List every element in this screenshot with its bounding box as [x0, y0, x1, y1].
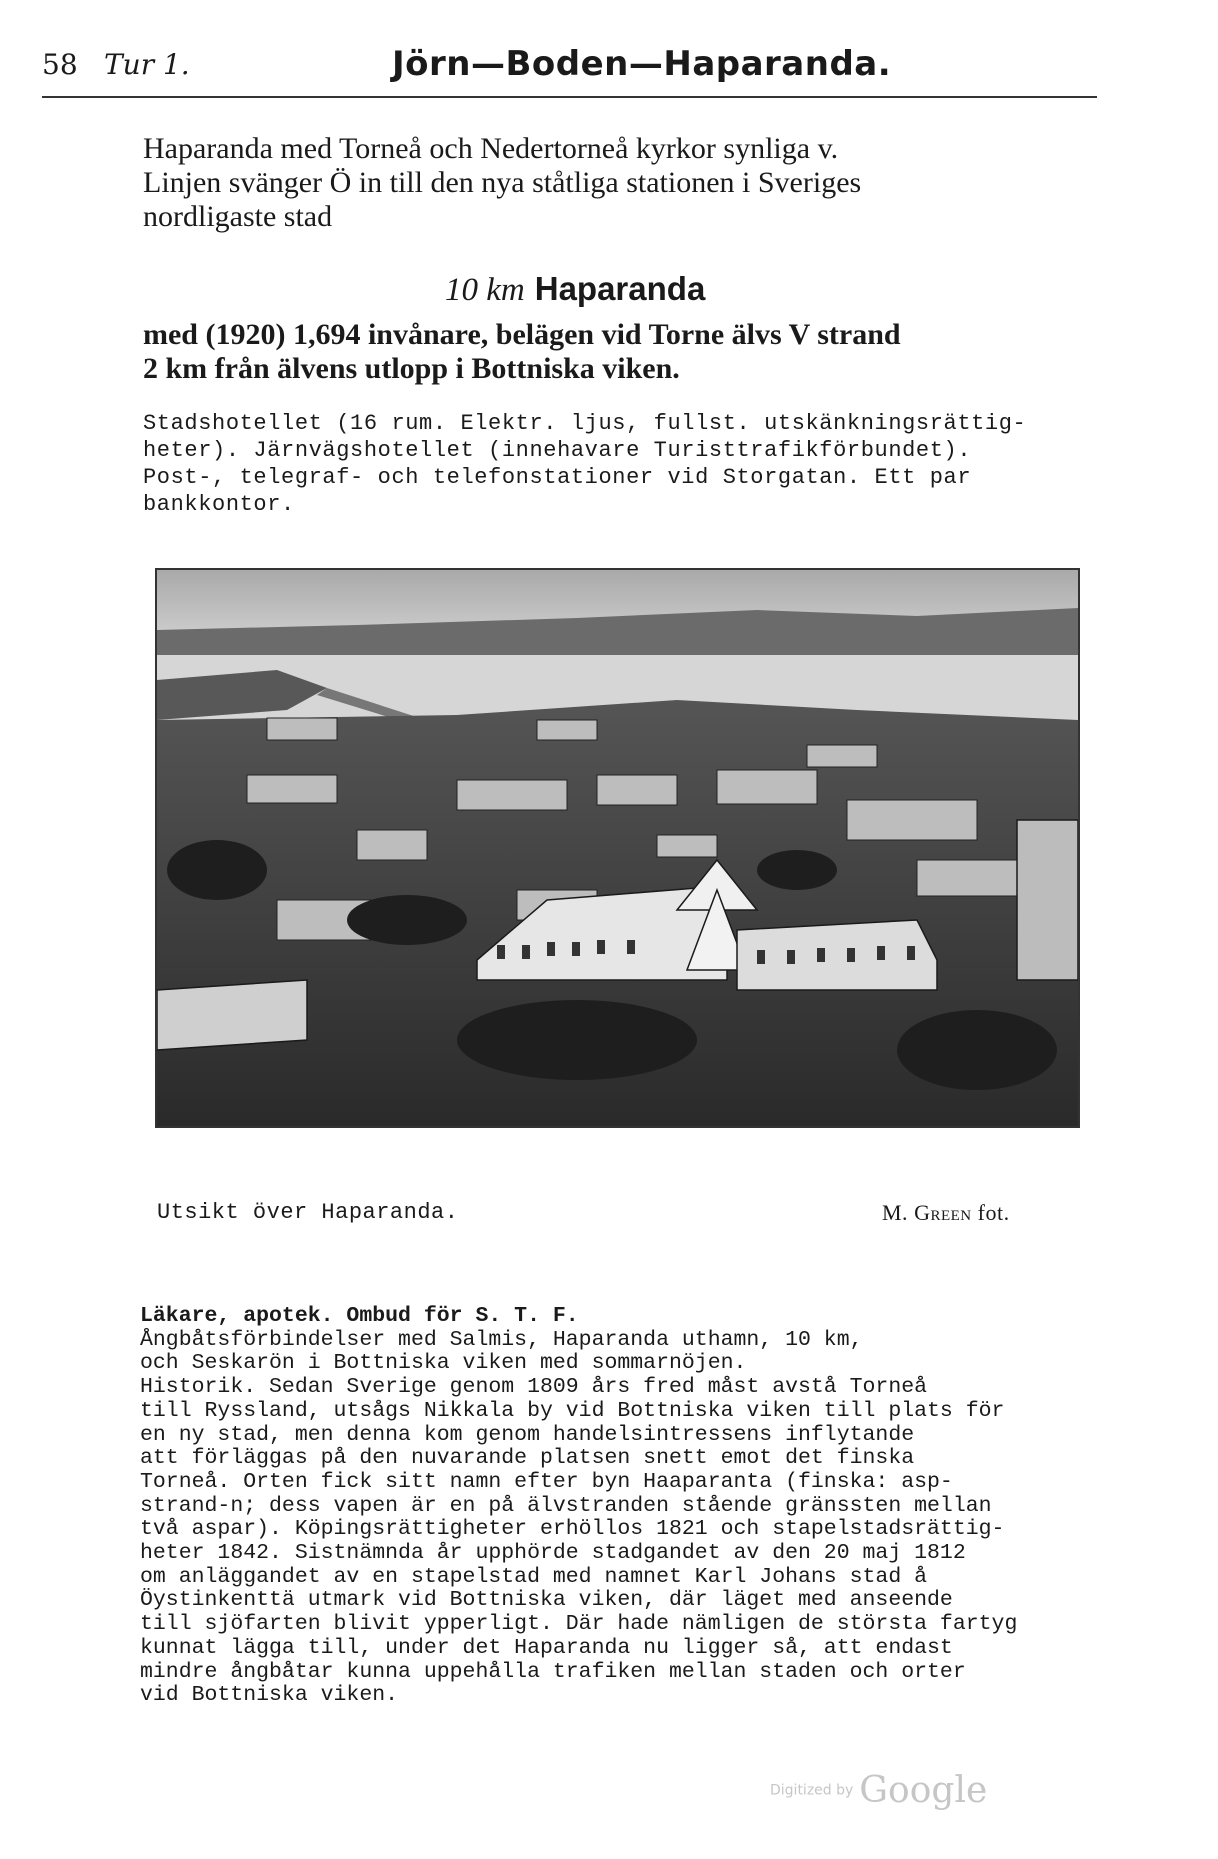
header-rule: [42, 96, 1097, 98]
photo-caption: Utsikt över Haparanda.: [157, 1200, 459, 1225]
detail-line: Stadshotellet (16 rum. Elektr. ljus, fullst. utskänkningsrättig-: [143, 411, 1027, 436]
credit-suffix: fot.: [977, 1200, 1010, 1225]
tour-label: Tur 1.: [104, 48, 190, 81]
route-title: Jörn—Boden—Haparanda.: [392, 44, 892, 84]
intro-paragraph: [143, 132, 1103, 234]
town-photograph: [155, 568, 1080, 1128]
body-line: två aspar). Köpingsrättigheter erhöllos 1821 och stapelstadsrättig-: [140, 1517, 1005, 1542]
intro-line: Haparanda med Torneå och Nedertorneå kyrkor synliga v.: [143, 132, 839, 165]
body-line: Torneå. Orten fick sitt namn efter byn Haaparanta (finska: asp-: [140, 1469, 953, 1494]
body-line: mindre ångbåtar kunna uppehålla trafiken mellan staden och orter: [140, 1659, 966, 1684]
running-header: [42, 40, 1102, 84]
body-line: Ångbåtsförbindelser med Salmis, Haparanda uthamn, 10 km,: [140, 1327, 863, 1352]
body-line: om anläggandet av en stapelstad med namnet Karl Johans stad å: [140, 1564, 928, 1589]
body-line: kunnat lägga till, under det Haparanda nu ligger så, att endast: [140, 1635, 953, 1660]
station-name: Haparanda: [534, 270, 706, 307]
intro-line: Linjen svänger Ö in till den nya ståtliga stationen i Sveriges: [143, 166, 862, 199]
body-line: Historik. Sedan Sverige genom 1809 års fred måst avstå Torneå: [140, 1375, 928, 1400]
credit-initial: M.: [882, 1200, 909, 1225]
intro-line: nordligaste stad: [143, 200, 333, 233]
photograph-illustration: [157, 570, 1078, 1126]
body-line: Läkare, apotek. Ombud för S. T. F.: [140, 1304, 579, 1328]
watermark-by: Digitized by: [770, 1782, 854, 1799]
photo-credit: [882, 1200, 1010, 1226]
page-number: 58: [42, 48, 78, 81]
town-description: [143, 318, 1103, 386]
body-line: Öystinkenttä utmark vid Bottniska viken, där läget med anseende: [140, 1588, 953, 1613]
detail-line: heter). Järnvägshotellet (innehavare Turisttrafikförbundet).: [143, 438, 972, 463]
detail-line: Post-, telegraf- och telefonstationer vid Storgatan. Ett par: [143, 465, 972, 490]
body-line: till sjöfarten blivit ypperligt. Där hade nämligen de största fartyg: [140, 1612, 1018, 1637]
credit-name: Green: [914, 1200, 972, 1225]
desc-line: med (1920) 1,694 invånare, belägen vid Torne älvs V strand: [143, 318, 901, 351]
body-line: en ny stad, men denna kom genom handelsintressens inflytande: [140, 1422, 915, 1447]
detail-line: bankkontor.: [143, 492, 295, 517]
body-line: heter 1842. Sistnämnda år upphörde stadgandet av den 20 maj 1812: [140, 1541, 966, 1566]
station-heading: [445, 270, 705, 309]
body-line: till Ryssland, utsågs Nikkala by vid Bottniska viken till plats för: [140, 1398, 1005, 1423]
google-watermark: [770, 1770, 987, 1811]
body-line: strand-n; dess vapen är en på älvstranden stående gränssten mellan: [140, 1493, 992, 1518]
body-line: vid Bottniska viken.: [140, 1683, 399, 1708]
history-section: [140, 1305, 1115, 1708]
desc-line: 2 km från älvens utlopp i Bottniska viken.: [143, 352, 680, 385]
body-line: att förläggas på den nuvarande platsen snett emot det finska: [140, 1446, 915, 1471]
hotel-details: [143, 410, 1113, 518]
google-logo: Google: [859, 1770, 988, 1811]
station-distance: 10 km: [445, 272, 525, 308]
body-line: och Seskarön i Bottniska viken med sommarnöjen.: [140, 1351, 747, 1376]
